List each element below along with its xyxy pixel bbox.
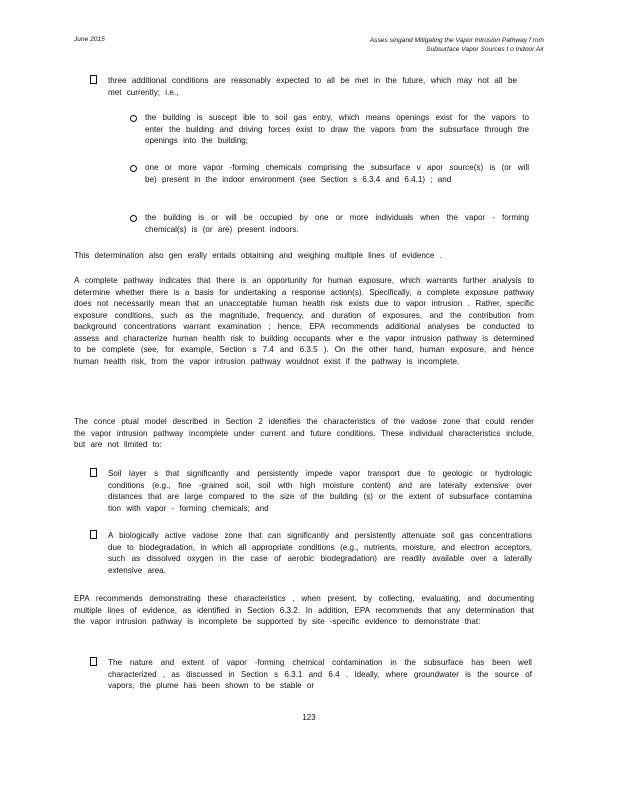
page-number: 123 bbox=[302, 713, 316, 722]
circle-bullet-icon bbox=[130, 165, 137, 172]
header-date: June 2015 bbox=[74, 36, 105, 43]
sub-bullet-building: the building is suscept ible to soil gas entry, which means openings exist for the vapors to enter the building and driving forces exist to draw the vapors from the subsurface through the openings into the building; bbox=[145, 113, 529, 145]
circle-bullet-icon bbox=[130, 115, 137, 122]
bullet-marker bbox=[90, 657, 97, 670]
bullet-biologically-active: A biologically active vadose zone that can significantly and persistently attenuate soil gas concentrations due to biodegradation, in which all appropriate conditions (e.g., nutrients, moisture, and electron acceptors, such as dissolved oxygen in the case of aerobic biodegradation) are readily available over a laterally extensive area. bbox=[108, 531, 532, 575]
bullet-soil-layers: Soil layer s that significantly and persistently impede vapor transport due to geologic or hydrologic conditions (e.g., fine -grained soil, soil with high moisture content) and are laterally extensive over distances that are large compared to the size of the building (s) or the extent of subsurface contamina tion with vapor - forming chemicals; and bbox=[108, 469, 532, 513]
bullet-nature-extent: The nature and extent of vapor -forming chemical contamination in the subsurface has been well characterized , as discussed in Section s 6.3.1 and 6.4 . Ideally, where groundwater is the source of vapors, the plume has been shown to be stable or bbox=[108, 658, 532, 690]
bullet-marker bbox=[90, 468, 97, 481]
sub-bullet-occupied: the building is or will be occupied by one or more individuals when the vapor - forming chemical(s) is (or are) present indoors. bbox=[145, 213, 529, 234]
paragraph-conceptual-model: The conce ptual model described in Section 2 identifies the characteristics of the vadose zone that could render the vapor intrusion pathway incomplete under current and future conditions. These individual characteristics include, but are not limited to: bbox=[74, 417, 534, 449]
sub-bullet-chemicals: one or more vapor -forming chemicals comprising the subsurface v apor source(s) is (or will be) present in the indoor environment (see Section s 6.3.4 and 6.4.1) ; and bbox=[145, 163, 529, 184]
bullet-conditions: three additional conditions are reasonably expected to all be met in the future, which may not all be met currently; i.e., bbox=[108, 76, 517, 97]
header-title-line2: Subsurface Vapor Sources t o Indoor Air bbox=[426, 46, 544, 53]
circle-bullet-icon bbox=[130, 215, 137, 222]
paragraph-complete-pathway: A complete pathway indicates that there is an opportunity for human exposure, which warrants further analysis to determine whether there is a basis for undertaking a response action(s). Specifically, a complete exposure pathway does not necessarily mean that an unacceptable human health risk exists due to vapor intrusion . Rather, specific exposure conditions, such as the magnitude, frequency, and duration of exposures, and the contribution from background concentrations warrant examination ; hence, EPA recommends additional analyses be conducted to assess and characterize human health risk to building occupants wher e the vapor intrusion pathway is determined to be complete (see, for example, Section s 7.4 and 6.3.5 ). On the other hand, human exposure, and hence human health risk, from the vapor intrusion pathway wouldnot exist if the pathway is incomplete. bbox=[74, 276, 534, 366]
paragraph-determination: This determination also gen erally entails obtaining and weighing multiple lines of evidence . bbox=[74, 251, 442, 260]
header-title-line1: Asses singand Mitigating the Vapor Intrusion Pathway f rom bbox=[369, 37, 544, 44]
bullet-marker bbox=[90, 75, 97, 88]
header-title bbox=[300, 36, 544, 54]
paragraph-epa-recommends: EPA recommends demonstrating these characteristics , when present, by collecting, evaluating, and documenting multiple lines of evidence, as identified in Section 6.3.2. In addition, EPA recommends that any determination that the vapor intrusion pathway is incomplete be supported by site -specific evidence to demonstrate that: bbox=[74, 594, 534, 626]
bullet-marker bbox=[90, 530, 97, 543]
